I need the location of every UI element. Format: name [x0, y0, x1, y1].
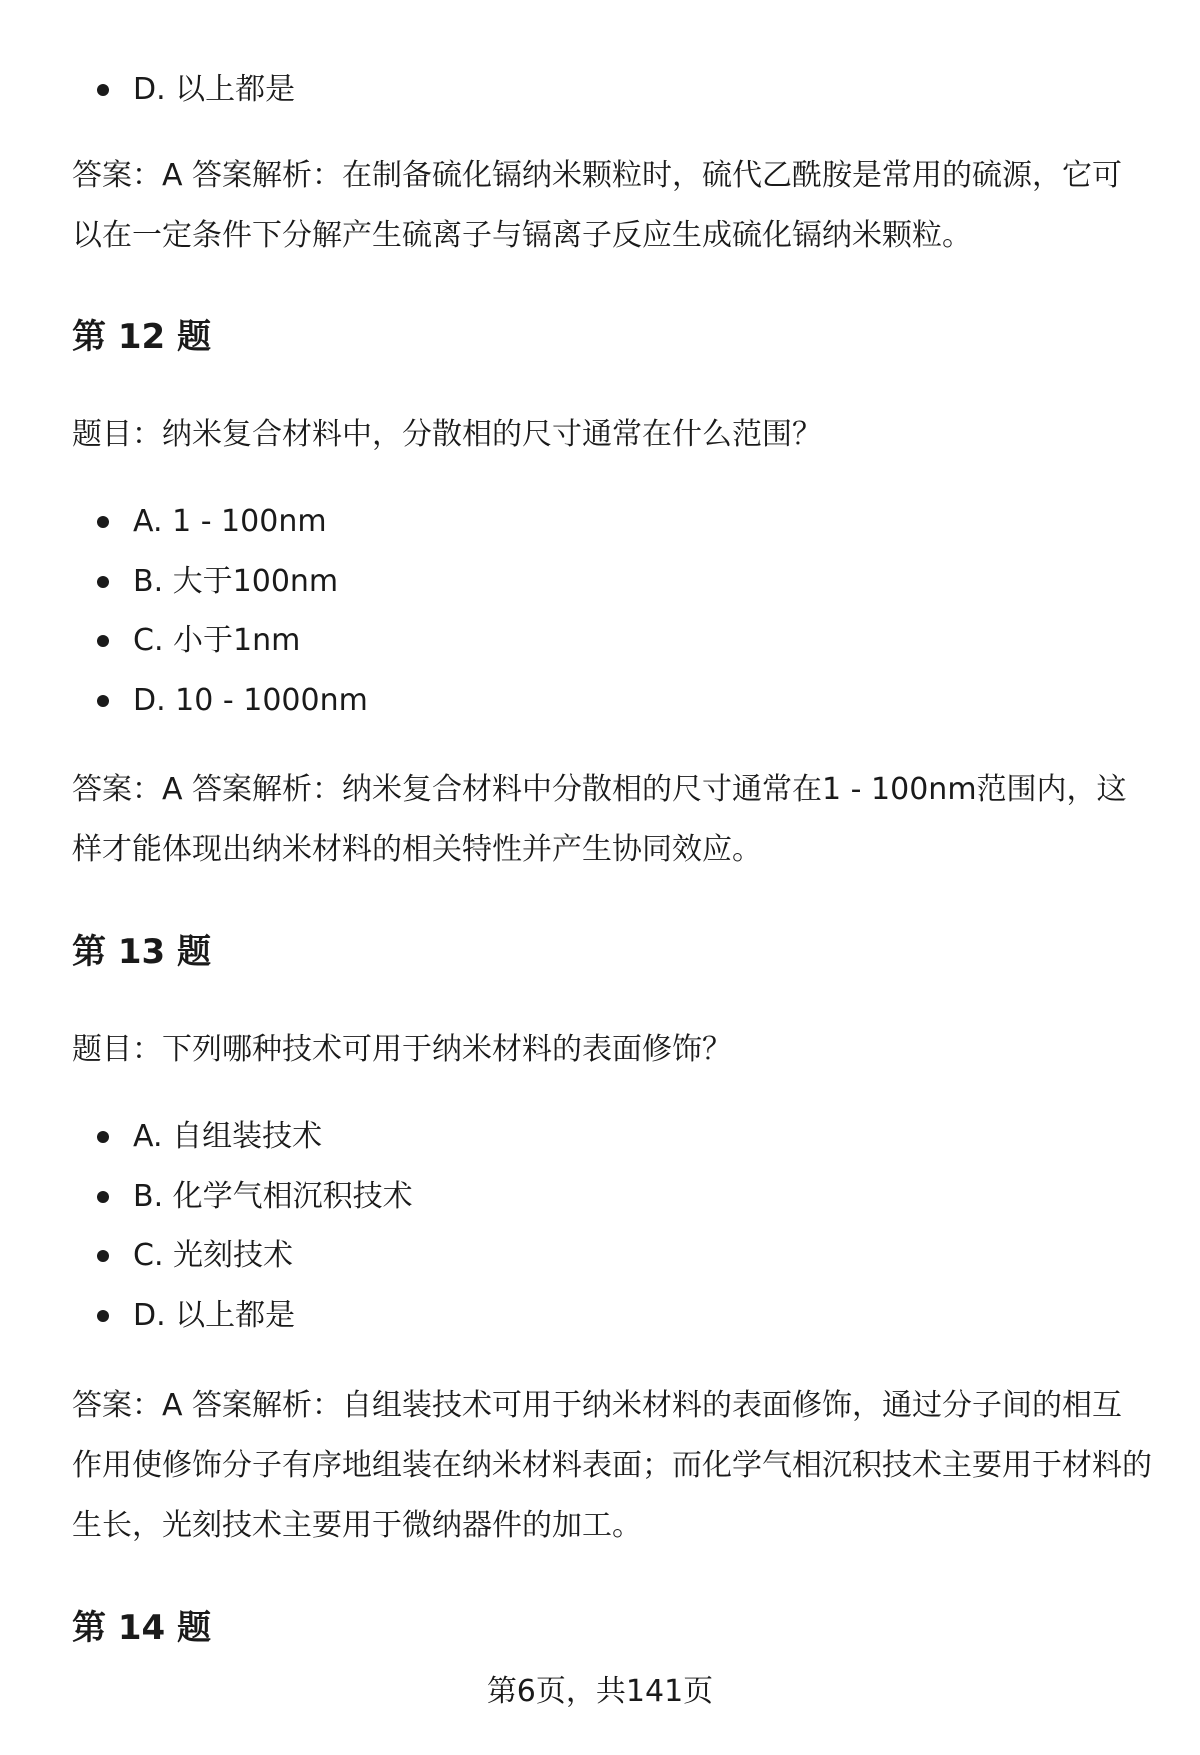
- bullet-icon: [97, 1310, 109, 1322]
- q12-option-d: [97, 681, 368, 721]
- bullet-icon: [97, 516, 109, 528]
- q12-option-b: [97, 562, 338, 602]
- bullet-icon: [97, 576, 109, 588]
- q13-question: 题目：下列哪种技术可用于纳米材料的表面修饰？: [72, 1032, 732, 1067]
- q13-option-a-text: A. 自组装技术: [133, 1119, 323, 1154]
- bullet-icon: [97, 84, 109, 96]
- q13-answer: 答案：A 答案解析：自组装技术可用于纳米材料的表面修饰，通过分子间的相互作用使修饰分子有序地组装在纳米材料表面；而化学气相沉积技术主要用于材料的生长，光刻技术主要用于微纳器件的加工。: [72, 1388, 1152, 1543]
- q12-question: 题目：纳米复合材料中，分散相的尺寸通常在什么范围？: [72, 417, 822, 452]
- q13-option-b-text: B. 化学气相沉积技术: [133, 1179, 413, 1214]
- q11-answer: 答案：A 答案解析：在制备硫化镉纳米颗粒时，硫代乙酰胺是常用的硫源，它可以在一定条件下分解产生硫离子与镉离子反应生成硫化镉纳米颗粒。: [72, 158, 1123, 253]
- q12-heading: 第 12 题: [72, 317, 211, 357]
- bullet-icon: [97, 1191, 109, 1203]
- bullet-icon: [97, 695, 109, 707]
- q12-option-c: [97, 621, 300, 661]
- q13-option-d: [97, 1296, 295, 1336]
- q12-answer: 答案：A 答案解析：纳米复合材料中分散相的尺寸通常在1 - 100nm范围内，这样才能体现出纳米材料的相关特性并产生协同效应。: [72, 772, 1127, 867]
- q12-option-a: [97, 502, 327, 542]
- q13-option-c-text: C. 光刻技术: [133, 1238, 294, 1273]
- bullet-icon: [97, 1250, 109, 1262]
- q11-option-d: [97, 70, 295, 110]
- bullet-icon: [97, 1131, 109, 1143]
- q13-heading: 第 13 题: [72, 932, 211, 972]
- q12-option-c-text: C. 小于1nm: [133, 623, 301, 658]
- q12-option-b-text: B. 大于100nm: [133, 564, 339, 599]
- bullet-icon: [97, 635, 109, 647]
- q13-option-d-text: D. 以上都是: [133, 1298, 296, 1333]
- q12-option-a-text: A. 1 - 100nm: [133, 504, 327, 539]
- q11-option-d-text: D. 以上都是: [133, 72, 296, 107]
- q13-option-a: [97, 1117, 322, 1157]
- q13-option-c: [97, 1236, 293, 1276]
- q13-option-b: [97, 1177, 413, 1217]
- page-number-footer: 第6页，共141页: [486, 1674, 714, 1709]
- q14-heading: 第 14 题: [72, 1608, 211, 1648]
- q12-option-d-text: D. 10 - 1000nm: [133, 683, 368, 718]
